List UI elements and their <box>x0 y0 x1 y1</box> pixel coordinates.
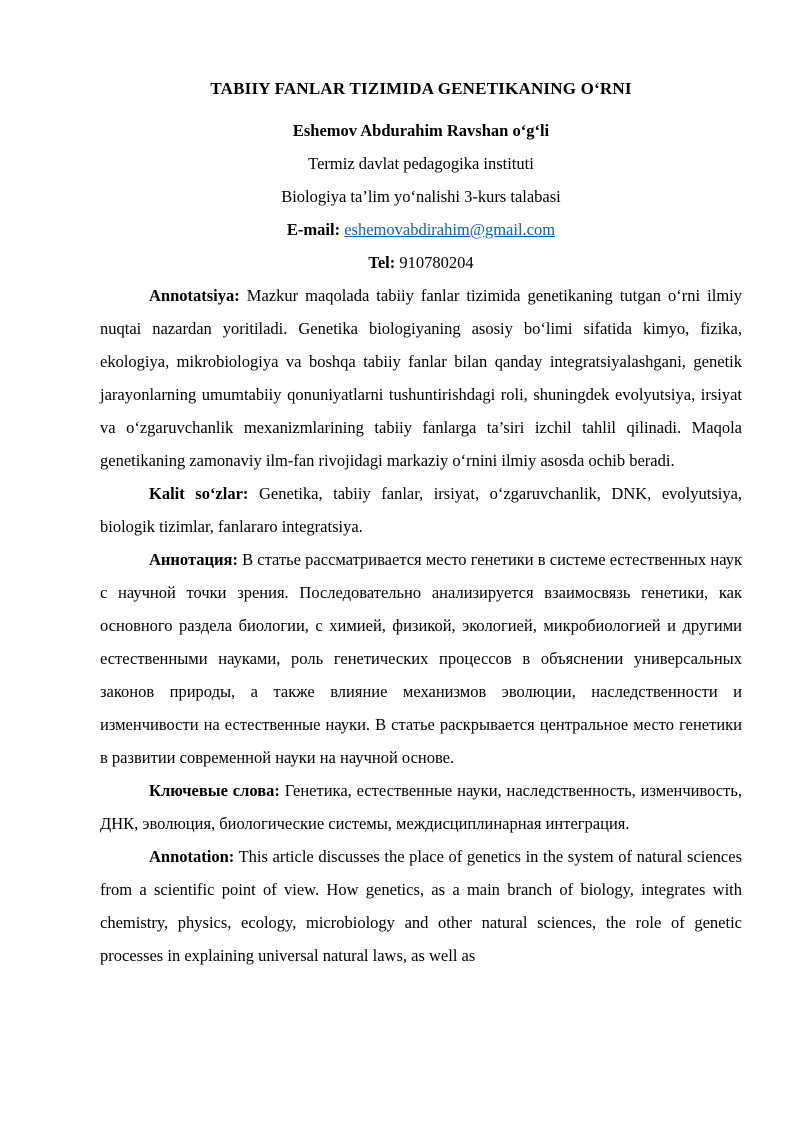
paragraph-text: This article discusses the place of genetics in the system of natural sciences from a scientific point of view. How genetics, as a main branch of biology, integrates with chemistry, physics, ecology, microbiology and other natural sciences, the role of genetic processes in explaining universal natural laws, as well as <box>100 847 742 965</box>
paragraph-annotatsiya-uz <box>100 279 742 477</box>
paragraph-label: Аннотация: <box>149 550 238 569</box>
paragraph-label: Ключевые слова: <box>149 781 280 800</box>
email-link[interactable]: eshemovabdirahim@gmail.com <box>344 220 556 239</box>
paragraph-text: Mazkur maqolada tabiiy fanlar tizimida genetikaning tutgan o‘rni ilmiy nuqtai nazardan yoritiladi. Genetika biologiyaning asosiy bo‘limi sifatida kimyo, fizika, ekologiya, mikrobiologiya va boshqa tabiiy fanlar bilan qanday integratsiyalashgani, genetik jarayonlarning umumtabiiy qonuniyatlarni tushuntirishdagi roli, shuningdek evolyutsiya, irsiyat va o‘zgaruvchanlik mexanizmlarining tabiiy fanlarga ta’siri izchil tahlil qilinadi. Maqola genetikaning zamonaviy ilm-fan rivojidagi markaziy o‘rnini ilmiy asosda ochib beradi. <box>100 286 742 470</box>
article-title: TABIIY FANLAR TIZIMIDA GENETIKANING O‘RNI <box>210 79 632 98</box>
tel-line <box>100 246 742 279</box>
paragraph-text: Genetika, tabiiy fanlar, irsiyat, o‘zgaruvchanlik, DNK, evolyutsiya, biologik tizimlar, fanlararo integratsiya. <box>100 484 743 536</box>
email-label: E-mail: <box>286 220 341 239</box>
paragraph-text: В статье рассматривается место генетики в системе естественных наук с научной точки зрения. Последовательно анализируется взаимосвязь генетики, как основного раздела биологии, с химией, физикой, экологией, микробиологией и другими естественными науками, роль генетических процессов в объяснении универсальных законов природы, а также влияние механизмов эволюции, наследственности и изменчивости на естественные науки. В статье раскрывается центральное место генетики в развитии современной науки на научной основе. <box>100 550 742 767</box>
paragraph-label: Annotatsiya: <box>149 286 240 305</box>
email-line <box>100 213 742 246</box>
author-name: Eshemov Abdurahim Ravshan o‘g‘li <box>292 121 550 140</box>
paragraph-keywords-ru <box>100 774 742 840</box>
tel-value: 910780204 <box>399 253 474 272</box>
paragraph-keywords-uz <box>100 477 742 543</box>
paragraph-text: Генетика, естественные науки, наследственность, изменчивость, ДНК, эволюция, биологические системы, междисциплинарная интеграция. <box>100 781 742 833</box>
paragraph-label: Annotation: <box>149 847 235 866</box>
paragraph-annotation-en <box>100 840 742 972</box>
paragraph-label: Kalit so‘zlar: <box>149 484 249 503</box>
paragraph-annotation-ru <box>100 543 742 774</box>
tel-label: Tel: <box>368 253 396 272</box>
institution-line: Termiz davlat pedagogika instituti <box>308 154 534 173</box>
program-line: Biologiya ta’lim yo‘nalishi 3-kurs talabasi <box>281 187 561 206</box>
